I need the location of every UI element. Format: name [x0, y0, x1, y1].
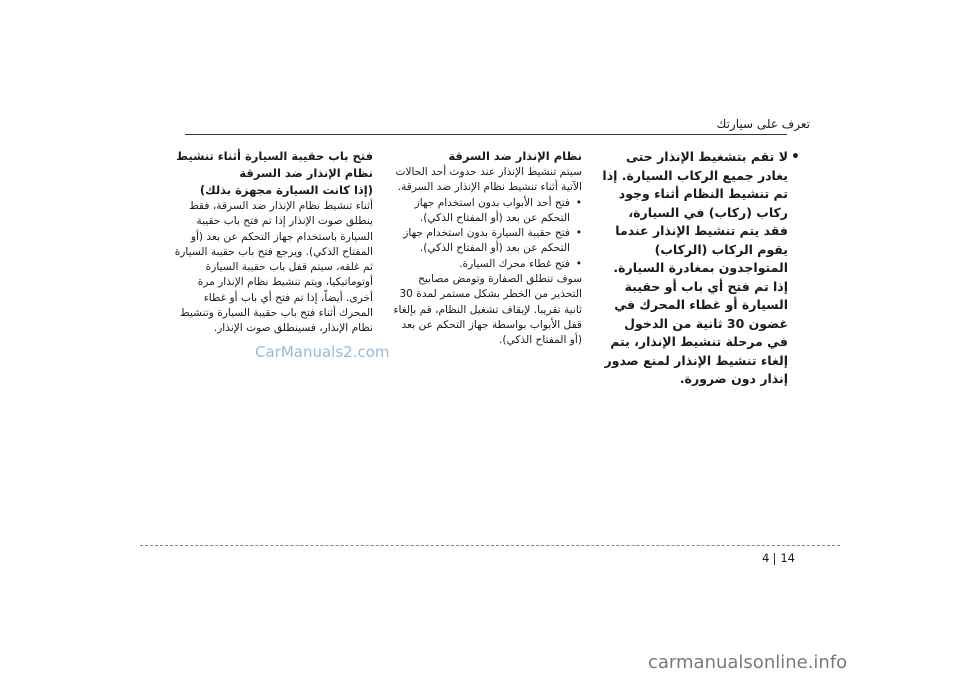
- warning-item: • لا تقم بتشغيط الإنذار حتى يغادر جميع الركاب السيارة. إذا تم تنشيط النظام أثناء وجود ركاب (ركاب) في السيارة، فقد يتم تنشيط الإنذار عندما يقوم الركاب (الركاب) المتواجدون بمغادرة السيارة. إذا تم فتح أي باب أو حقيبة السيارة أو غطاء المحرك في غضون 30 ثانية من الدخول في مرحلة تنشيط الإنذار، يتم إلغاء تنشيط الإنذار لمنع صدور إنذار دون ضرورة.: [600, 148, 800, 389]
- alarm-intro-text: سيتم تنشيط الإنذار عند حدوث أحد الحالات الآتية أثناء تنشيط نظام الإنذار ضد السرقة.: [395, 166, 582, 194]
- trunk-section-body: أثناء تنشيط نظام الإنذار ضد السرقة، فقط ينطلق صوت الإنذار إذا تم فتح باب حقيبة السيارة باستخدام جهاز التحكم عن بعد (أو المفتاح الذكي). ويرجع فتح باب حقيبة السيارة ثم غلقه، سيتم قفل باب حقيبة السيارة أوتوماتيكيا، ويتم تنشيط نظام الإنذار مرة أخرى. أيضاً، إذا تم فتح أي باب أو غطاء المحرك أثناء فتح باب حقيبة السيارة وتنشيط نظام الإنذار، فسينطلق صوت الإنذار.: [174, 200, 373, 335]
- page-number-separator: [774, 553, 775, 565]
- list-item: • فتح غطاء محرك السيارة.: [392, 257, 582, 272]
- footer-divider: [140, 545, 840, 546]
- watermark-text: CarManuals2.com: [255, 343, 390, 361]
- warning-list: [600, 148, 800, 389]
- header-divider: [185, 134, 787, 135]
- left-column: [173, 148, 373, 337]
- right-column: [600, 148, 800, 389]
- page-number: [762, 551, 795, 565]
- alarm-section-heading: نظام الإنذار ضد السرقة: [448, 149, 582, 163]
- page-index: 14: [780, 551, 795, 565]
- trunk-section-heading: فتح باب حقيبة السيارة أثناء تنشيط نظام الإنذار ضد السرقة: [176, 149, 373, 180]
- trunk-section-subheading: (إذا كانت السيارة مجهزة بذلك): [199, 183, 373, 197]
- footer-brand: carmanualsonline.info: [648, 652, 848, 673]
- alarm-trigger-list: [392, 196, 582, 272]
- list-item: • فتح أحد الأبواب بدون استخدام جهاز التحكم عن بعد (أو المفتاح الذكي).: [392, 196, 582, 227]
- alarm-outro-text: سوف تنطلق الصفارة وتومض مصابيح التحذير من الخطر بشكل مستمر لمدة 30 ثانية تقريبا. لإيقاف تشغيل النظام، قم بإلغاء قفل الأبواب بواسطة جهاز التحكم عن بعد (أو المفتاح الذكي).: [393, 273, 582, 347]
- middle-column: [392, 148, 582, 349]
- page-section: 4: [762, 551, 770, 565]
- list-item: • فتح حقيبة السيارة بدون استخدام جهاز التحكم عن بعد (أو المفتاح الذكي).: [392, 226, 582, 257]
- page-header-title: تعرف على سيارتك: [716, 117, 810, 131]
